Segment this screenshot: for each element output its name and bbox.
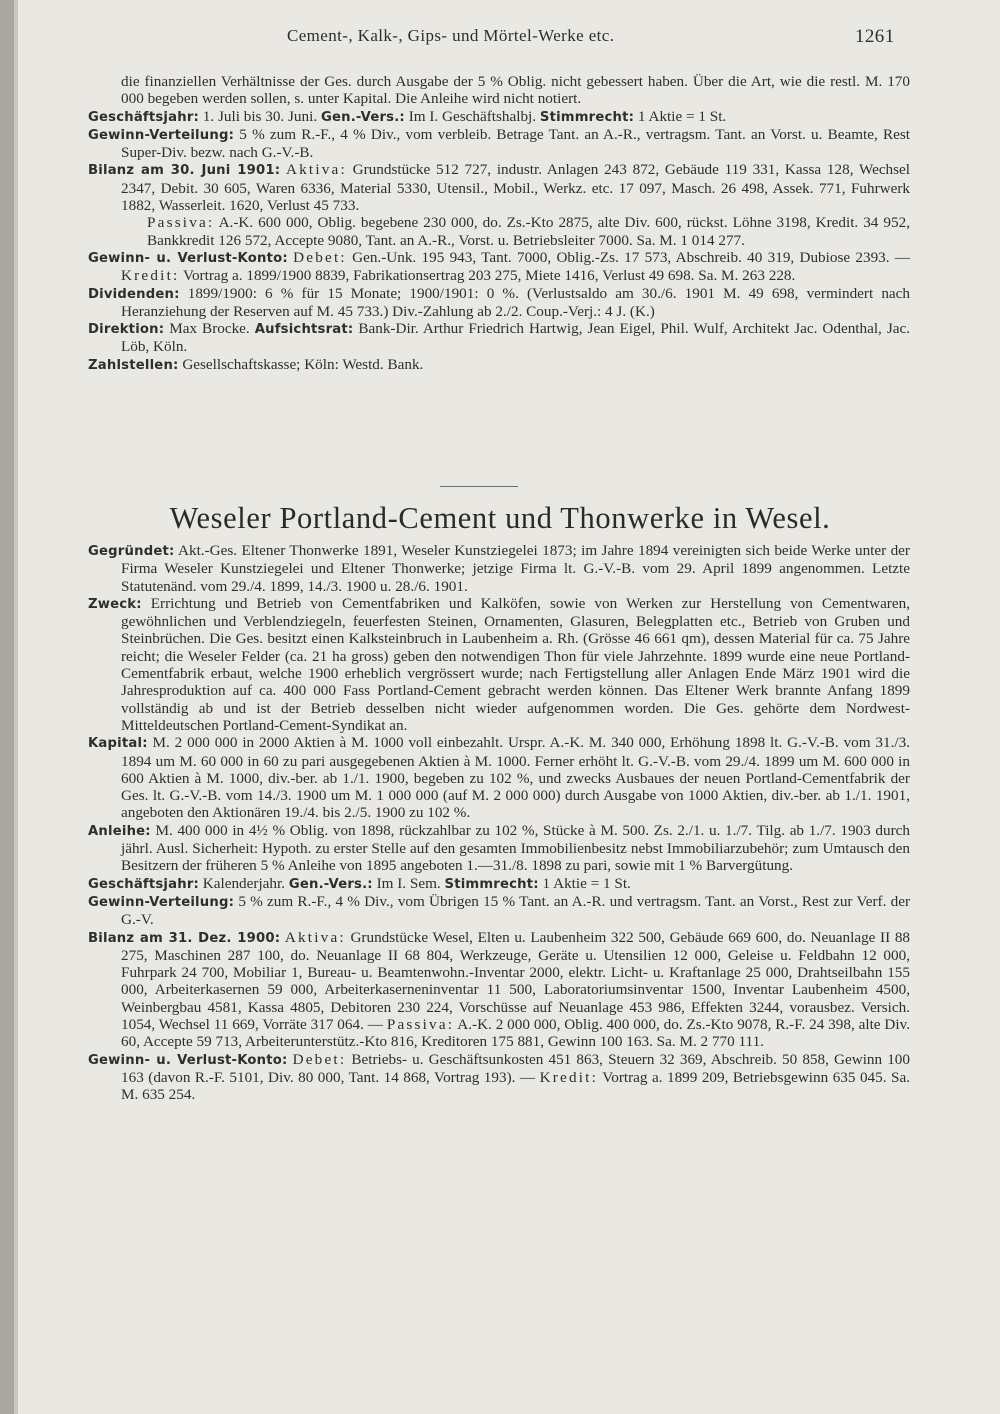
aktiva-word: Aktiva:: [285, 161, 347, 179]
label-gewinn-verlust: Gewinn- u. Verlust-Konto:: [88, 250, 288, 266]
page-number: 1261: [855, 26, 895, 47]
label-bilanz: Bilanz am 30. Juni 1901:: [88, 163, 281, 179]
value-anleihe: M. 400 000 in 4½ % Oblig. von 1898, rückzahlbar zu 102 %, Stücke à M. 500. Zs. 2./1. u. 1./7. Tilg. ab 1./7. 1903 durch jährl. Ausl. Sicherheit: Hypoth. zu erster Stelle auf den gesamten Immobilienbesitz nebst Immobiliarzubehör; zum Umtausch den Besitzern der früheren 5 % Anleihe von 1895 angeboten 1.—31./8. 1898 zu pari, sowie mit 1 % Barvergütung.: [121, 821, 910, 875]
debet-text: Gen.-Unk. 195 943, Tant. 7000, Oblig.-Zs. 17 573, Abschreib. 40 319, Dubiose 2393. —: [352, 248, 911, 266]
value-gen-vers: Im I. Geschäftshalbj.: [408, 107, 537, 125]
value-geschaeftsjahr: Kalenderjahr.: [202, 874, 286, 892]
label-kapital: Kapital:: [88, 736, 148, 752]
prev-direktion: [88, 320, 910, 356]
page-binding-edge: [0, 0, 14, 1414]
value-gegruendet: Akt.-Ges. Eltener Thonwerke 1891, Weseler Kunstziegelei 1873; im Jahre 1894 vereinigten sich beide Werke unter der Firma Weseler Kunstziegelei und Eltener Thonwerke; jetzige Firma lt. G.-V.-B. vom 29. April 1899 angenommen. Letzte Statutenänd. vom 29./4. 1899, 14./3. 1900 u. 28./6. 1901.: [121, 542, 910, 595]
aktiva-text: Grundstücke 512 727, industr. Anlagen 243 872, Gebäude 119 331, Kassa 128, Wechsel 2347, Debit. 30 605, Waren 6336, Material 5330, Utensil., Mobil., Werkz. etc. 17 097, Masch. 26 498, Assek. 771, Fuhrwerk 1882, Wasserleit. 1620, Verlust 45 733.: [121, 161, 911, 215]
label-anleihe: Anleihe:: [88, 823, 151, 839]
aktiva-text: Grundstücke Wesel, Elten u. Laubenheim 322 500, Gebäude 669 600, do. Neuanlage II 88 275, Maschinen 287 100, do. Neuanlage II 68 804, Werkzeuge, Geräte u. Utensilien 12 000, Geleise u. Feldbahn 12 000, Fuhrpark 24 700, Mobiliar 1, Bureau- u. Beamtenwohn.-Inventar 2000, elektr. Licht- u. Kraftanlage 25 000, Drahtseilbahn 155 000, Arbeiterkasernen 59 000, Arbeiterkaserneninventar 11 500, Laboratoriumsinventar 1500, Inventar Laubenheim 4500, Weinbergbau 4581, Kassa 4805, Debitoren 230 224, Vorschüsse auf Neuanlage 453 986, Effekten 3244, vorausbez. Versich. 1054, Wechsel 11 669, Vorräte 317 064. —: [121, 928, 911, 1034]
label-zweck: Zweck:: [88, 596, 142, 612]
value-stimmrecht: 1 Aktie = 1 St.: [637, 107, 727, 125]
value-zahlstellen: Gesellschaftskasse; Köln: Westd. Bank.: [182, 355, 424, 373]
kredit-text: Vortrag a. 1899/1900 8839, Fabrikationsertrag 203 275, Miete 1416, Verlust 49 698. Sa. M. 263 228.: [182, 267, 796, 285]
label-geschaeftsjahr: Geschäftsjahr:: [88, 109, 199, 125]
label-stimmrecht: Stimmrecht:: [444, 876, 539, 892]
label-gewinn-verlust: Gewinn- u. Verlust-Konto:: [88, 1052, 288, 1068]
company-entry: [88, 542, 910, 1104]
debet-word: Debet:: [292, 1050, 347, 1068]
value-kapital: M. 2 000 000 in 2000 Aktien à M. 1000 voll einbezahlt. Urspr. A.-K. M. 340 000, Erhöhung 1898 lt. G.-V.-B. vom 31./3. 1894 um M. 60 000 in 60 zu pari ausgegebenen Aktien à M. 1000. Ferner erhöht lt. G.-V.-B. vom 29./4. 1899 um M. 600 000 in 600 Aktien à M. 1000, div.-ber. ab 1./1. 1900, begeben zu 102 %, und zwecks Ausbaues der neuen Portland-Cementfabrik der Ges. lt. G.-V.-B. vom 14./3. 1900 um M. 1 000 000 (auf M. 2 000 000) durch Ausgabe von 1000 Aktien, div.-ber. ab 1./1. 1901, angeboten den Aktionären 19./4. bis 2./5. 1900 zu 102 %.: [121, 734, 911, 822]
label-geschaeftsjahr: Geschäftsjahr:: [88, 876, 199, 892]
running-head: Cement-, Kalk-, Gips- und Mörtel-Werke etc.: [287, 26, 615, 45]
prev-bilanz: [88, 161, 910, 248]
label-gen-vers: Gen.-Vers.:: [288, 876, 373, 892]
zweck: [88, 595, 910, 734]
company-title: Weseler Portland-Cement und Thonwerke in Wesel.: [169, 501, 831, 535]
value-dividenden: 1899/1900: 6 % für 15 Monate; 1900/1901: 0 %. (Verlustsaldo am 30./6. 1901 M. 49 698, vermindert nach Heranziehung der Reserven auf M. 45 733.) Div.-Zahlung ab 2./2. Coup.-Verj.: 4 J. (K.): [121, 284, 910, 320]
kredit-text: Vortrag a. 1899 209, Betriebsgewinn 635 045. Sa. M. 635 254.: [121, 1068, 910, 1104]
label-gewinn-verteilung: Gewinn-Verteilung:: [88, 894, 235, 910]
kredit-word: Kredit:: [539, 1068, 599, 1086]
geschaeftsjahr-line: [88, 875, 910, 893]
value-stimmrecht: 1 Aktie = 1 St.: [542, 874, 631, 892]
prev-gewinn-verteilung: [88, 126, 910, 162]
passiva-text: A.-K. 2 000 000, Oblig. 400 000, do. Zs.-Kto 9078, R.-F. 24 398, alte Div. 60, Accepte 59 713, Arbeiterunterstütz.-Kto 816, Kreditoren 175 881, Gewinn 100 163. Sa. M. 2 770 111.: [121, 1016, 911, 1051]
prev-intro: [88, 73, 910, 108]
label-gewinn-verteilung: Gewinn-Verteilung:: [88, 127, 235, 143]
label-direktion: Direktion:: [88, 322, 165, 338]
gewinn-verteilung: [88, 893, 910, 929]
value-zweck: Errichtung und Betrieb von Cementfabriken und Kalköfen, sowie von Werken zur Herstellung von Cementwaren, gewöhnlichen und Verblendziegeln, feuerfesten Steinen, Ornamenten, Glasuren, Belegplatten etc., Betrieb von Gruben und Steinbrüchen. Die Ges. besitzt einen Kalksteinbruch in Laubenheim a. Rh. (Grösse 46 661 qm), dessen Material für ca. 75 Jahre reicht; die Weseler Felder (ca. 21 ha gross) geben den notwendigen Thon für viele Jahrzehnte. 1899 wurde eine neue Portland-Cementfabrik erbaut, welche 1900 erheblich vergrössert wurde; nach Fertigstellung aller Anlagen Ende März 1901 wird die Jahresproduktion auf ca. 400 000 Fass Portland-Cement gebracht werden können. Das Eltener Werk brannte Anfang 1899 vollständig ab und ist der Betrieb desselben nicht wieder aufgenommen worden. Die Ges. gehörte dem Nordwest-Mitteldeutschen Portland-Cement-Syndikat an.: [121, 594, 910, 734]
debet-text: Betriebs- u. Geschäftsunkosten 451 863, Steuern 32 369, Abschreib. 50 858, Gewinn 100 163 (davon R.-F. 5101, Div. 80 000, Tant. 14 868, Vortrag 193). —: [121, 1050, 910, 1086]
value-geschaeftsjahr: 1. Juli bis 30. Juni.: [202, 107, 318, 125]
value-gewinn-verteilung: 5 % zum R.-F., 4 % Div., vom Übrigen 15 % Tant. an A.-R. und vertragsm. Tant. an Vorst., Rest zur Verf. der G.-V.: [121, 892, 911, 929]
page-header: [0, 26, 1000, 52]
value-direktion: Max Brocke.: [169, 320, 250, 338]
debet-word: Debet:: [293, 248, 347, 266]
passiva-text: A.-K. 600 000, Oblig. begebene 230 000, do. Zs.-Kto 2875, alte Div. 600, rückst. Löhne 3198, Kredit. 34 952, Bankkredit 126 572, Accepte 9080, Tant. an A.-R., Vorst. u. Betriebsleiter 7000. Sa. M. 1 014 277.: [147, 214, 910, 249]
kredit-word: Kredit:: [121, 267, 180, 285]
prev-dividenden: [88, 285, 910, 321]
value-gewinn-verteilung: 5 % zum R.-F., 4 % Div., vom verbleib. Betrage Tant. an A.-R., vertragsm. Tant. an Vorst. u. Beamte, Rest Super-Div. bezw. nach G.-V.-B.: [121, 125, 910, 162]
page-binding-shadow: [14, 0, 18, 1414]
bilanz: [88, 929, 910, 1051]
prev-gewinn-verlust: [88, 249, 910, 285]
anleihe: [88, 822, 910, 875]
previous-company-entry: [88, 73, 910, 374]
aktiva-word: Aktiva:: [284, 928, 346, 946]
value-gen-vers: Im I. Sem.: [376, 874, 441, 892]
label-gen-vers: Gen.-Vers.:: [320, 109, 405, 125]
label-bilanz: Bilanz am 31. Dez. 1900:: [88, 930, 281, 946]
value-aufsichtsrat: Bank-Dir. Arthur Friedrich Hartwig, Jean Eigel, Phil. Wulf, Architekt Jac. Odenthal, Jac. Löb, Köln.: [121, 320, 911, 356]
label-dividenden: Dividenden:: [88, 286, 180, 302]
kapital: [88, 734, 910, 821]
label-aufsichtsrat: Aufsichtsrat:: [254, 322, 354, 338]
gewinn-verlust: [88, 1051, 910, 1104]
prev-intro-text: die finanziellen Verhältnisse der Ges. durch Ausgabe der 5 % Oblig. nicht gebessert haben. Über die Art, wie die restl. M. 170 000 begeben werden sollen, s. unter Kapital. Die Anleihe wird nicht notiert.: [121, 73, 910, 108]
prev-geschaeftsjahr-line: [88, 108, 910, 126]
label-gegruendet: Gegründet:: [88, 544, 175, 559]
label-stimmrecht: Stimmrecht:: [539, 109, 635, 125]
label-zahlstellen: Zahlstellen:: [88, 357, 179, 373]
section-divider: [440, 486, 518, 487]
gegruendet: [88, 542, 910, 595]
passiva-word: Passiva:: [386, 1016, 455, 1034]
passiva-line: [121, 214, 910, 249]
passiva-word: Passiva:: [147, 214, 215, 232]
prev-zahlstellen: [88, 356, 910, 374]
